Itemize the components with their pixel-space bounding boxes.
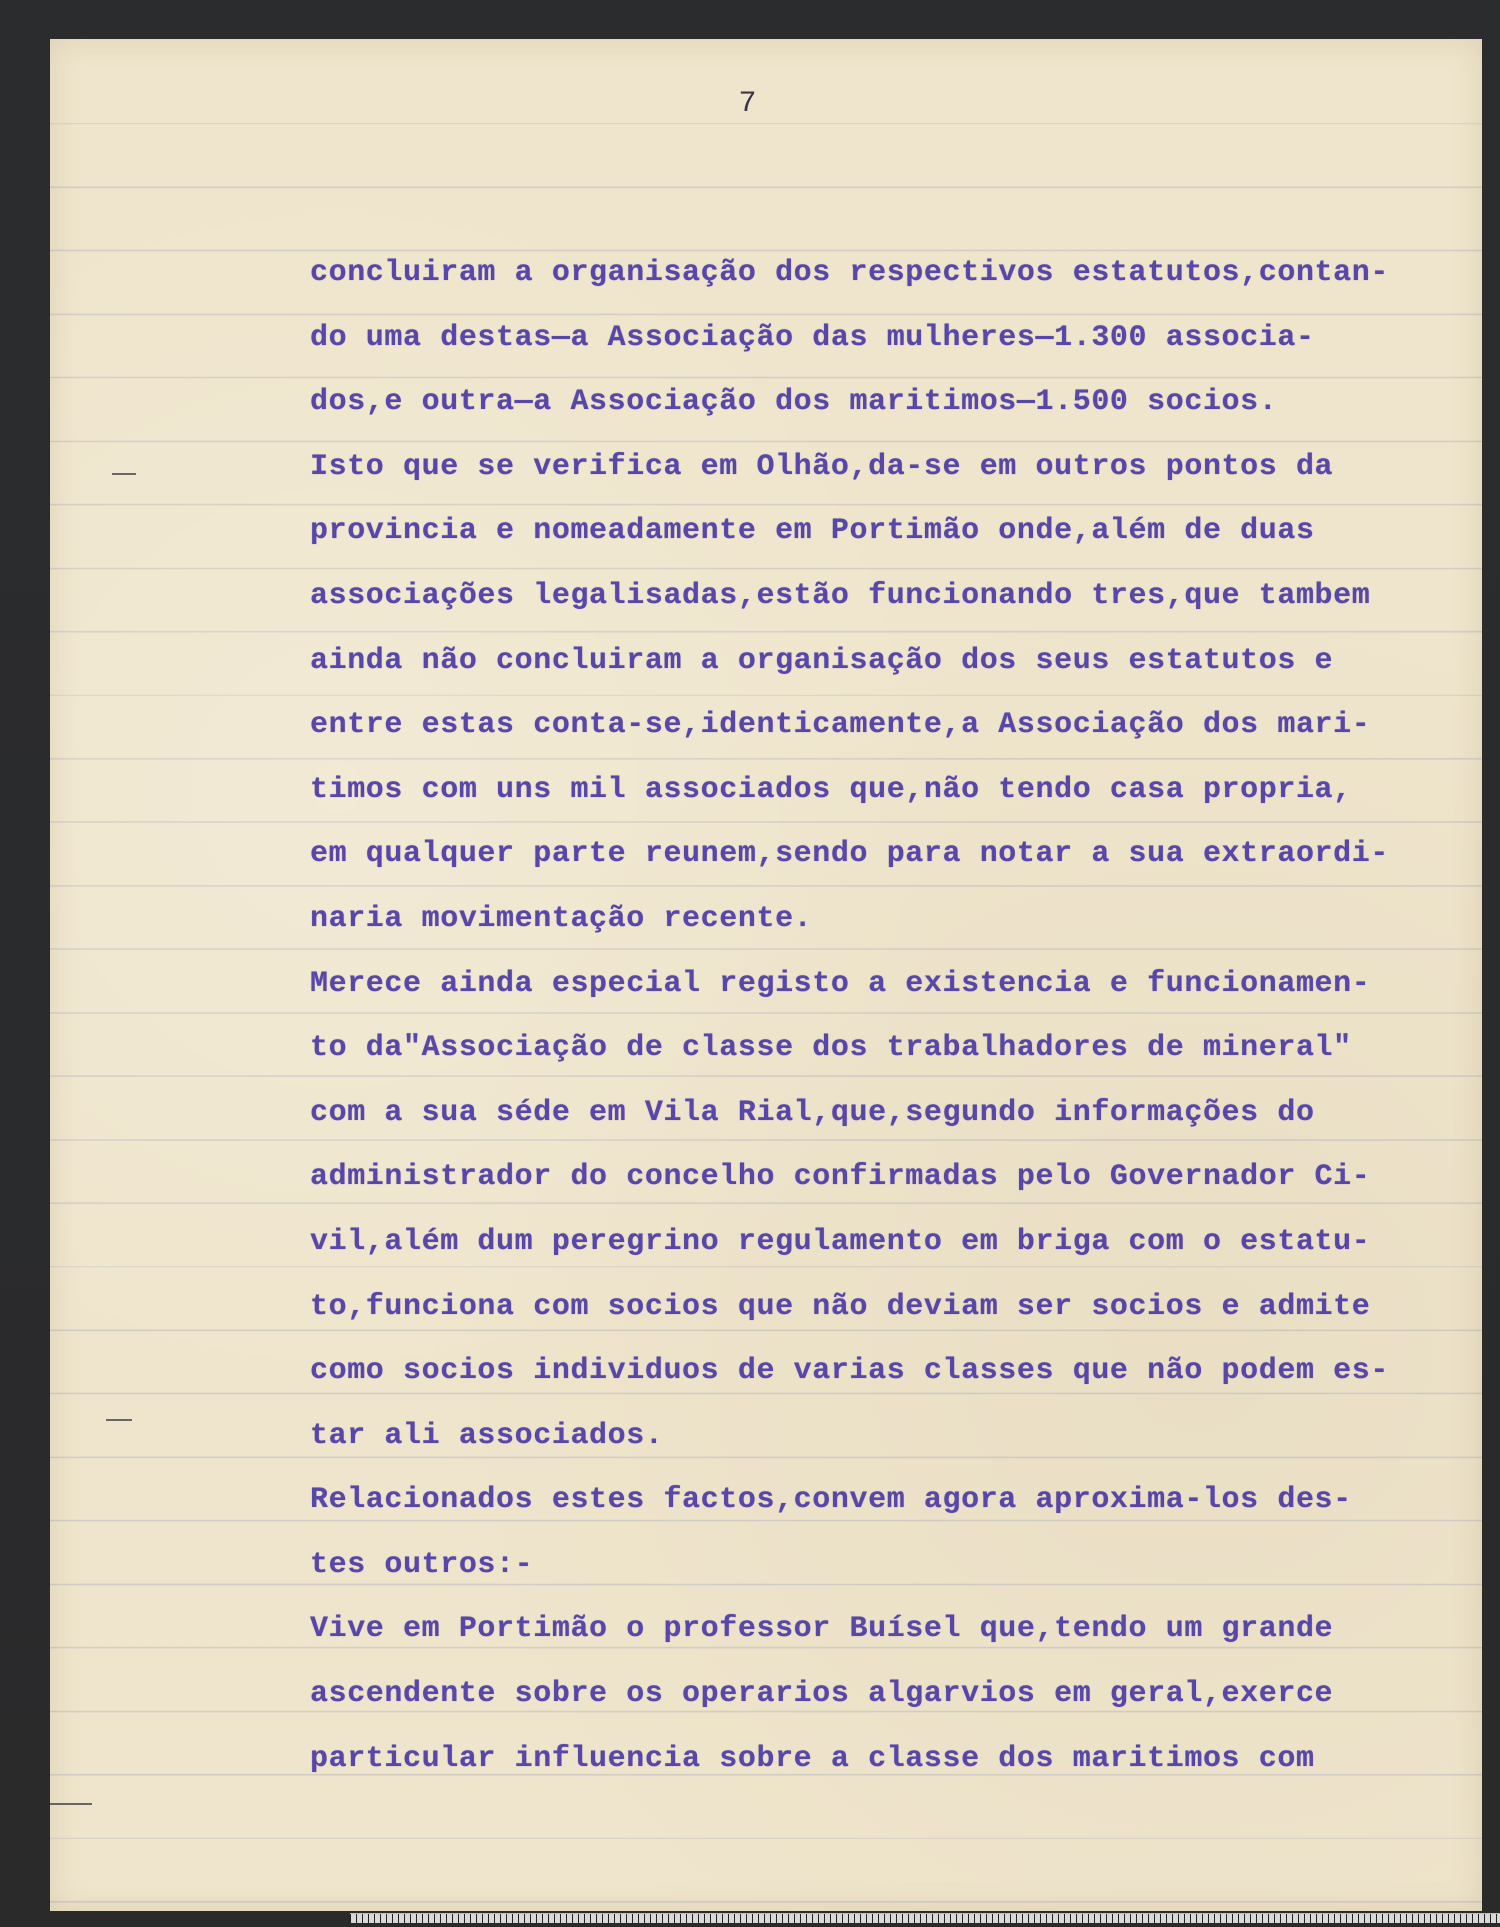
- text-line: particular influencia sobre a classe dos maritimos com: [310, 1741, 1315, 1776]
- page-number: 7: [738, 87, 758, 121]
- document-body: [310, 241, 1500, 1791]
- text-line: dos,e outra—a Associação dos maritimos—1.500 socios.: [310, 385, 1278, 420]
- text-line: naria movimentação recente.: [310, 901, 813, 936]
- text-line: provincia e nomeadamente em Portimão onde,além de duas: [310, 514, 1315, 549]
- text-line: timos com uns mil associados que,não tendo casa propria,: [310, 772, 1352, 807]
- text-line: como socios individuos de varias classes que não podem es-: [310, 1354, 1389, 1389]
- text-line: administrador do concelho confirmadas pelo Governador Ci-: [310, 1160, 1371, 1195]
- text-line: vil,além dum peregrino regulamento em briga com o estatu-: [310, 1224, 1371, 1259]
- text-line: Merece ainda especial registo a existencia e funcionamen-: [310, 966, 1371, 1001]
- typed-document-page: [50, 39, 1482, 1911]
- text-line: com a sua séde em Vila Rial,que,segundo informações do: [310, 1095, 1315, 1130]
- text-line: concluiram a organisação dos respectivos estatutos,contan-: [310, 256, 1389, 290]
- text-line: associações legalisadas,estão funcionando tres,que tambem: [310, 578, 1371, 613]
- text-line: ascendente sobre os operarios algarvios em geral,exerce: [310, 1677, 1334, 1712]
- text-line: tar ali associados.: [310, 1418, 664, 1453]
- text-line: ainda não concluiram a organisação dos seus estatutos e: [310, 643, 1334, 678]
- text-line: Relacionados estes factos,convem agora aproxima-los des-: [310, 1483, 1352, 1518]
- text-line: to,funciona com socios que não deviam ser socios e admite: [310, 1289, 1371, 1324]
- text-line: do uma destas—a Associação das mulheres—1.300 associa-: [310, 320, 1315, 355]
- margin-tick-mark: [106, 1419, 132, 1421]
- margin-tick-mark: [112, 473, 136, 475]
- text-line: to da"Associação de classe dos trabalhadores de mineral": [310, 1031, 1352, 1066]
- text-line: entre estas conta-se,identicamente,a Associação dos mari-: [310, 708, 1371, 743]
- scale-ruler-strip: [350, 1913, 1500, 1923]
- margin-tick-mark: [50, 1803, 92, 1805]
- text-line: tes outros:-: [310, 1547, 534, 1582]
- text-line: em qualquer parte reunem,sendo para notar a sua extraordi-: [310, 837, 1389, 872]
- text-line: Vive em Portimão o professor Buísel que,tendo um grande: [310, 1612, 1334, 1647]
- text-line: Isto que se verifica em Olhão,da-se em outros pontos da: [310, 449, 1334, 484]
